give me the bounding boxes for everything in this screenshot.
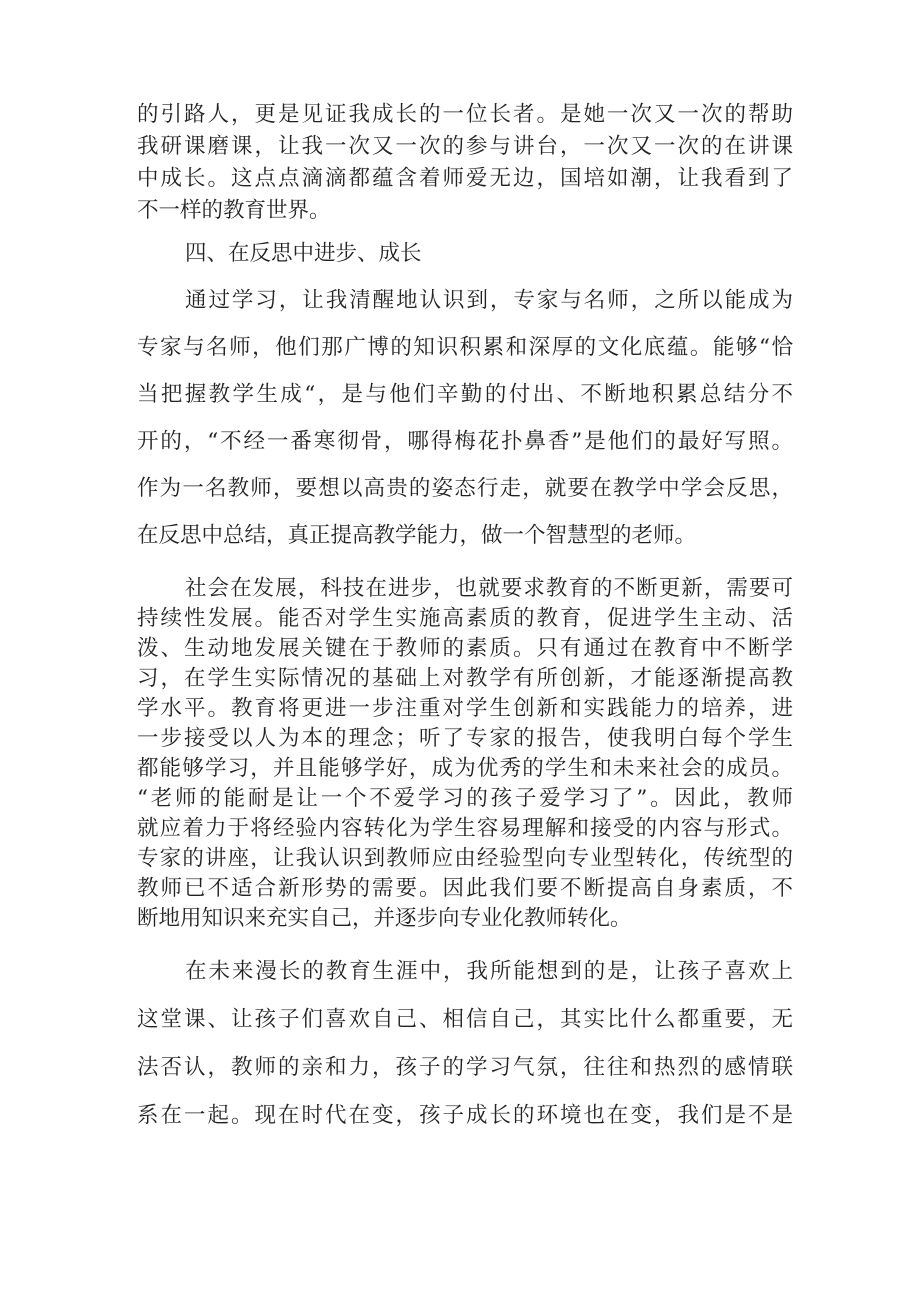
paragraph-line: 不一样的教育世界。 bbox=[137, 198, 331, 223]
paragraph-line: 中成长。这点点滴滴都蕴含着师爱无边，国培如潮，让我看到了 bbox=[137, 166, 793, 191]
paragraph-line: 泼、生动地发展关键在于教师的素质。只有通过在教育中不断学 bbox=[137, 636, 793, 661]
paragraph-line: 通过学习，让我清醒地认识到，专家与名师，之所以能成为 bbox=[185, 288, 793, 313]
paragraph-line: 社会在发展，科技在进步，也就要求教育的不断更新，需要可 bbox=[185, 576, 793, 601]
paragraph-line: 的引路人，更是见证我成长的一位长者。是她一次又一次的帮助 bbox=[137, 102, 793, 127]
paragraph-line: 作为一名教师，要想以高贵的姿态行走，就要在教学中学会反思， bbox=[137, 476, 793, 501]
paragraph-line: 开的，“不经一番寒彻骨，哪得梅花扑鼻香”是他们的最好写照。 bbox=[137, 429, 793, 454]
paragraph-line: 专家与名师，他们那广博的知识积累和深厚的文化底蕴。能够“恰 bbox=[137, 335, 793, 360]
paragraph-line: 都能够学习，并且能够学好，成为优秀的学生和未来社会的成员。 bbox=[137, 756, 793, 781]
section-heading: 四、在反思中进步、成长 bbox=[185, 241, 422, 266]
paragraph-line: 系在一起。现在时代在变，孩子成长的环境也在变，我们是不是 bbox=[137, 1103, 793, 1128]
paragraph-line: 专家的讲座，让我认识到教师应由经验型向专业型转化，传统型的 bbox=[137, 846, 793, 871]
paragraph-line: 当把握教学生成“，是与他们辛勤的付出、不断地积累总结分不 bbox=[137, 382, 793, 407]
paragraph-line: 教师已不适合新形势的需要。因此我们要不断提高自身素质，不 bbox=[137, 876, 793, 901]
paragraph-line: “老师的能耐是让一个不爱学习的孩子爱学习了”。因此，教师 bbox=[137, 786, 793, 811]
paragraph-line: 这堂课、让孩子们喜欢自己、相信自己，其实比什么都重要，无 bbox=[137, 1007, 793, 1032]
paragraph-line: 断地用知识来充实自己，并逐步向专业化教师转化。 bbox=[137, 906, 632, 931]
paragraph-line: 学水平。教育将更进一步注重对学生创新和实践能力的培养，进 bbox=[137, 696, 793, 721]
paragraph-line: 习，在学生实际情况的基础上对教学有所创新，才能逐渐提高教 bbox=[137, 666, 793, 691]
paragraph-line: 一步接受以人为本的理念；听了专家的报告，使我明白每个学生 bbox=[137, 726, 793, 751]
paragraph-line: 法否认，教师的亲和力，孩子的学习气氛，往往和热烈的感情联 bbox=[137, 1055, 793, 1080]
paragraph-line: 在反思中总结，真正提高教学能力，做一个智慧型的老师。 bbox=[137, 523, 697, 548]
paragraph-line: 就应着力于将经验内容转化为学生容易理解和接受的内容与形式。 bbox=[137, 816, 793, 841]
paragraph-line: 在未来漫长的教育生涯中，我所能想到的是，让孩子喜欢上 bbox=[185, 959, 793, 984]
paragraph-line: 持续性发展。能否对学生实施高素质的教育，促进学生主动、活 bbox=[137, 606, 793, 631]
paragraph-line: 我研课磨课，让我一次又一次的参与讲台，一次又一次的在讲课 bbox=[137, 134, 793, 159]
